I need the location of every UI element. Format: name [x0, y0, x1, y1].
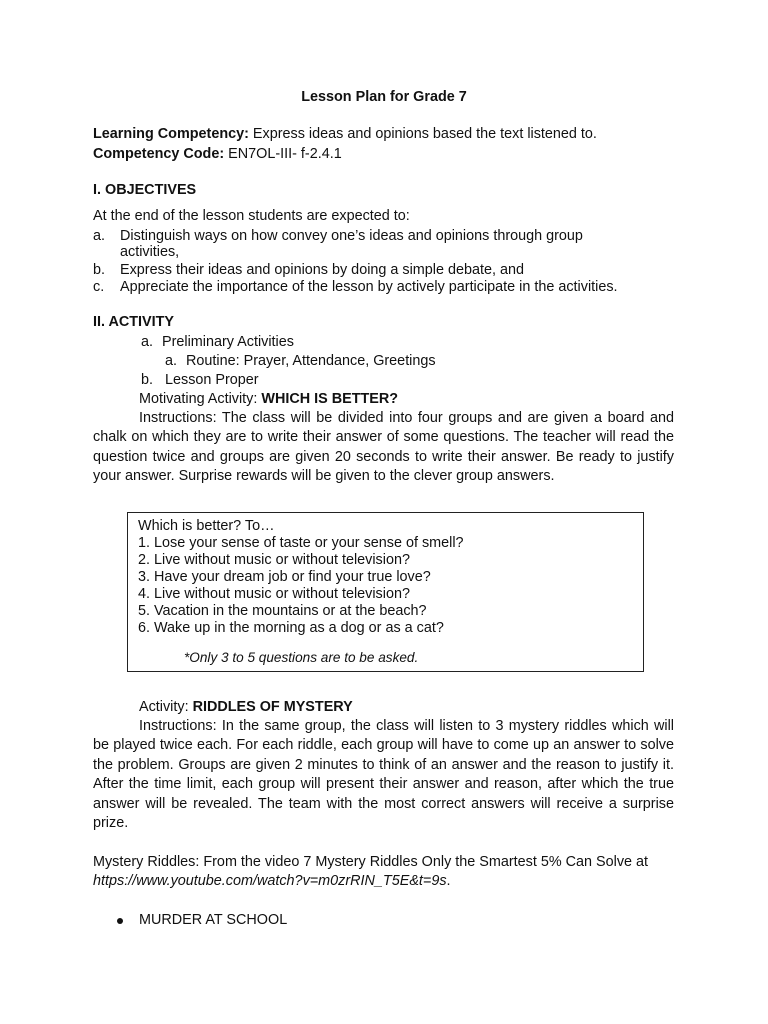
- competency-code-value: EN7OL-III- f-2.4.1: [224, 146, 342, 162]
- box-question: 1. Lose your sense of taste or your sense of smell?: [138, 535, 464, 551]
- objective-b-text: Express their ideas and opinions by doing a simple debate, and: [120, 262, 524, 278]
- motivating-activity-title: WHICH IS BETTER?: [261, 391, 399, 407]
- motivating-activity-line: [139, 390, 398, 409]
- mystery-riddles-text: Mystery Riddles: From the video 7 Mystery Riddles Only the Smartest 5% Can Solve at: [93, 854, 649, 870]
- riddles-instructions: Instructions: In the same group, the class will listen to 3 mystery riddles which will be played twice each. For each riddle, each group will have to come up an answer to solve the problem. Groups are given 2 minutes to think of an answer and the reason to justify it. After the time limit, each group will present their answer and reason, after which the true answer will be revealed. The team with the most correct answers will receive a surprise prize.: [93, 718, 674, 832]
- page-title: Lesson Plan for Grade 7: [301, 89, 467, 105]
- box-question: 5. Vacation in the mountains or at the beach?: [138, 603, 427, 619]
- objective-c-marker: c.: [93, 279, 105, 295]
- box-heading: Which is better? To…: [138, 518, 275, 534]
- learning-competency-value: Express ideas and opinions based the text listened to.: [248, 126, 597, 142]
- motivating-instructions: Instructions: The class will be divided into four groups and are given a board and chalk on which they are to write their answer of some questions. The teacher will read the question twice and groups are given 20 seconds to write their answer. Be ready to justify your answer. Surprise rewards will be given to the clever group answers.: [93, 410, 674, 485]
- video-link[interactable]: https://www.youtube.com/watch?v=m0zrRIN_T5E&t=9s: [93, 873, 447, 890]
- learning-competency-label: Learning Competency:: [93, 126, 249, 142]
- activity-label: Activity:: [139, 699, 193, 715]
- objective-c-text: Appreciate the importance of the lesson by actively participate in the activities.: [120, 279, 618, 295]
- objective-a-text: Distinguish ways on how convey one’s ideas and opinions through group: [120, 228, 583, 244]
- prelim-marker: a.: [141, 334, 154, 350]
- objective-a-marker: a.: [93, 228, 106, 244]
- motivating-activity-label: Motivating Activity:: [139, 391, 262, 407]
- activity-title: RIDDLES OF MYSTERY: [192, 699, 353, 715]
- routine-marker: a.: [165, 353, 178, 369]
- objective-b-marker: b.: [93, 262, 106, 278]
- activity-heading: II. ACTIVITY: [93, 314, 175, 330]
- objectives-heading: I. OBJECTIVES: [93, 182, 197, 198]
- box-note: *Only 3 to 5 questions are to be asked.: [184, 650, 419, 665]
- objectives-intro: At the end of the lesson students are expected to:: [93, 208, 410, 224]
- bullet-icon: [117, 918, 123, 924]
- bullet-item: MURDER AT SCHOOL: [139, 912, 288, 928]
- box-question: 4. Live without music or without television?: [138, 586, 410, 602]
- learning-competency-line: [93, 125, 597, 144]
- questions-box: [127, 512, 644, 672]
- prelim-text: Preliminary Activities: [162, 334, 294, 350]
- competency-code-line: [93, 145, 342, 164]
- competency-code-label: Competency Code:: [93, 146, 225, 162]
- routine-text: Routine: Prayer, Attendance, Greetings: [186, 353, 436, 369]
- lesson-proper-text: Lesson Proper: [165, 372, 259, 388]
- box-question: 6. Wake up in the morning as a dog or as a cat?: [138, 620, 444, 636]
- mystery-riddles-paragraph: [93, 853, 674, 892]
- mystery-riddles-end: .: [446, 873, 451, 890]
- objective-a-continued: activities,: [120, 244, 180, 260]
- box-question: 3. Have your dream job or find your true love?: [138, 569, 431, 585]
- box-question: 2. Live without music or without television?: [138, 552, 410, 568]
- activity-line: [139, 698, 353, 717]
- lesson-proper-marker: b.: [141, 372, 154, 388]
